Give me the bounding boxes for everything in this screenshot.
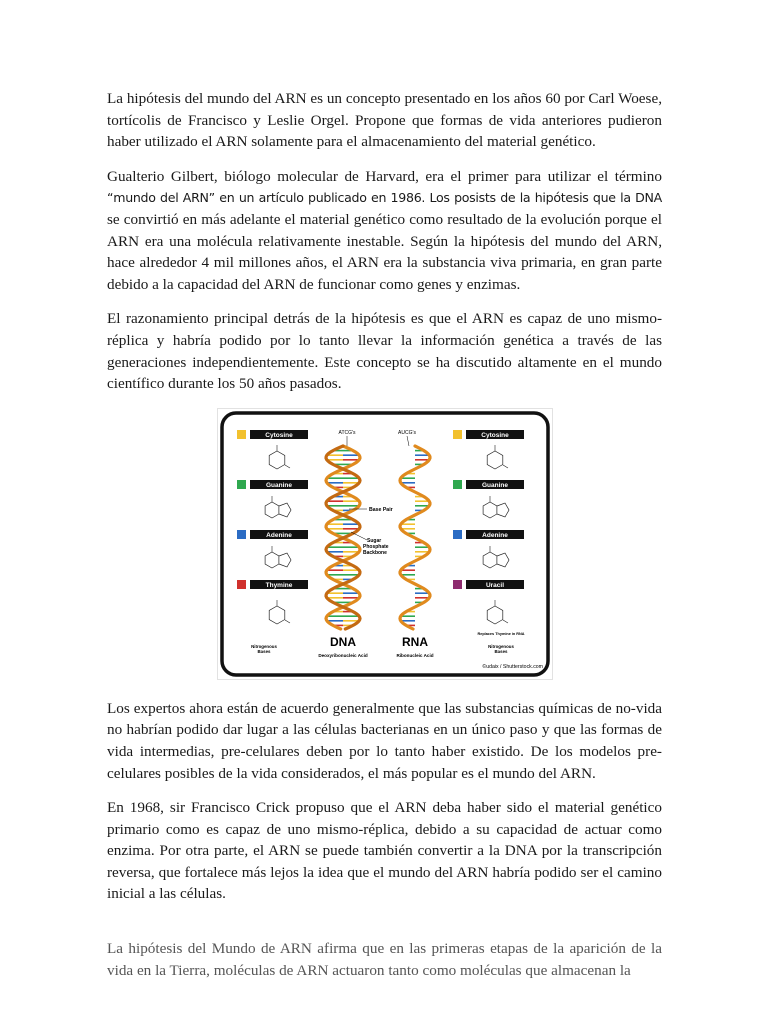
rna-top-label: AUCG's xyxy=(397,429,416,436)
left-color-key-1 xyxy=(237,480,246,489)
dna-rna-diagram xyxy=(217,408,553,680)
left-base-label-0: Cytosine xyxy=(264,431,293,439)
paragraph-2-start: Gualterio Gilbert, biólogo molecular de Harvard, era el primer para utilizar el término xyxy=(107,167,662,185)
paragraph-2 xyxy=(107,166,662,296)
paragraph-2-end: se convirtió en más adelante el material genético como resultado de la evolución porque el ARN era una molécula relativamente inestable. Según la hipótesis del mundo del ARN, hace alrededor 4 mil millones años, el ARN era la substancia viva primaria, en gran parte debido a la capacidad del ARN de funcionar como genes y enzimas. xyxy=(107,210,662,293)
left-color-key-2 xyxy=(237,530,246,539)
dna-top-label: ATCG's xyxy=(338,429,355,436)
right-color-key-0 xyxy=(453,430,462,439)
nitrogenous-right-2: Bases xyxy=(494,648,507,654)
right-base-label-2: Adenine xyxy=(481,531,508,539)
rna-label: RNA xyxy=(401,634,428,649)
paragraph-4: Los expertos ahora están de acuerdo generalmente que las substancias químicas de no-vida no habrían podido dar lugar a las células bacterianas en un único paso y que las formas de vida intermedias, pre-celulares deben por lo tanto haber existido. De los modelos pre-celulares posibles de la vida considerados, el más popular es el mundo del ARN. xyxy=(107,699,662,782)
rna-subtitle: Ribonucleic Acid xyxy=(395,652,434,658)
vertical-spacer xyxy=(107,918,662,938)
left-base-label-1: Guanine xyxy=(265,481,292,489)
replaces-thymine-note: Replaces Thymine in RNA xyxy=(476,631,525,636)
backbone-label-3: Backbone xyxy=(362,549,387,556)
base-pair-label: Base Pair xyxy=(368,506,393,513)
paragraph-1: La hipótesis del mundo del ARN es un concepto presentado en los años 60 por Carl Woese, tortícolis de Francisco y Leslie Orgel. Propone que formas de vida anteriores pudieron haber utilizado el ARN solamente para el almacenamiento del material genético. xyxy=(107,90,662,151)
dna-label: DNA xyxy=(329,634,356,649)
right-color-key-3 xyxy=(453,580,462,589)
backbone-label-2: Phosphate xyxy=(362,543,389,550)
right-base-label-0: Cytosine xyxy=(480,431,509,439)
nitrogenous-left-2: Bases xyxy=(257,648,270,654)
paragraph-6: La hipótesis del Mundo de ARN afirma que en las primeras etapas de la aparición de la vida en la Tierra, moléculas de ARN actuaron tanto como moléculas que almacenan la xyxy=(107,940,662,979)
right-base-label-1: Guanine xyxy=(481,481,508,489)
right-color-key-2 xyxy=(453,530,462,539)
paragraph-2-sans-run: “mundo del ARN” en un artículo publicado en 1986. Los posists de la hipótesis que la DNA xyxy=(107,190,662,206)
nitrogenous-left-1: Nitrogenous xyxy=(250,643,277,649)
paragraph-5: En 1968, sir Francisco Crick propuso que el ARN deba haber sido el material genético primario como es capaz de uno mismo-réplica, debido a su capacidad de actuar como enzima. Por otra parte, el ARN se puede también convertir a la DNA por la transcripción reversa, que fortalece más lejos la idea que el mundo del ARN habría podido ser el camino inicial a las células. xyxy=(107,799,662,903)
image-credit: ©udaix / Shutterstock.com xyxy=(481,663,543,670)
dna-subtitle: Deoxyribonucleic Acid xyxy=(317,652,368,658)
nitrogenous-right-1: Nitrogenous xyxy=(487,643,514,649)
document-body xyxy=(107,88,662,981)
left-color-key-0 xyxy=(237,430,246,439)
right-color-key-1 xyxy=(453,480,462,489)
left-base-label-3: Thymine xyxy=(265,581,292,589)
paragraph-3: El razonamiento principal detrás de la hipótesis es que el ARN es capaz de uno mismo-réplica y habría podido por lo tanto llevar la información genética a través de las generaciones independientemente. Este concepto se ha discutido altamente en el mundo científico durante los 50 años pasados. xyxy=(107,310,662,393)
right-base-label-3: Uracil xyxy=(485,581,504,589)
left-base-label-2: Adenine xyxy=(265,531,292,539)
backbone-label-1: Sugar xyxy=(366,537,381,544)
left-color-key-3 xyxy=(237,580,246,589)
figure-dna-rna xyxy=(107,408,662,680)
